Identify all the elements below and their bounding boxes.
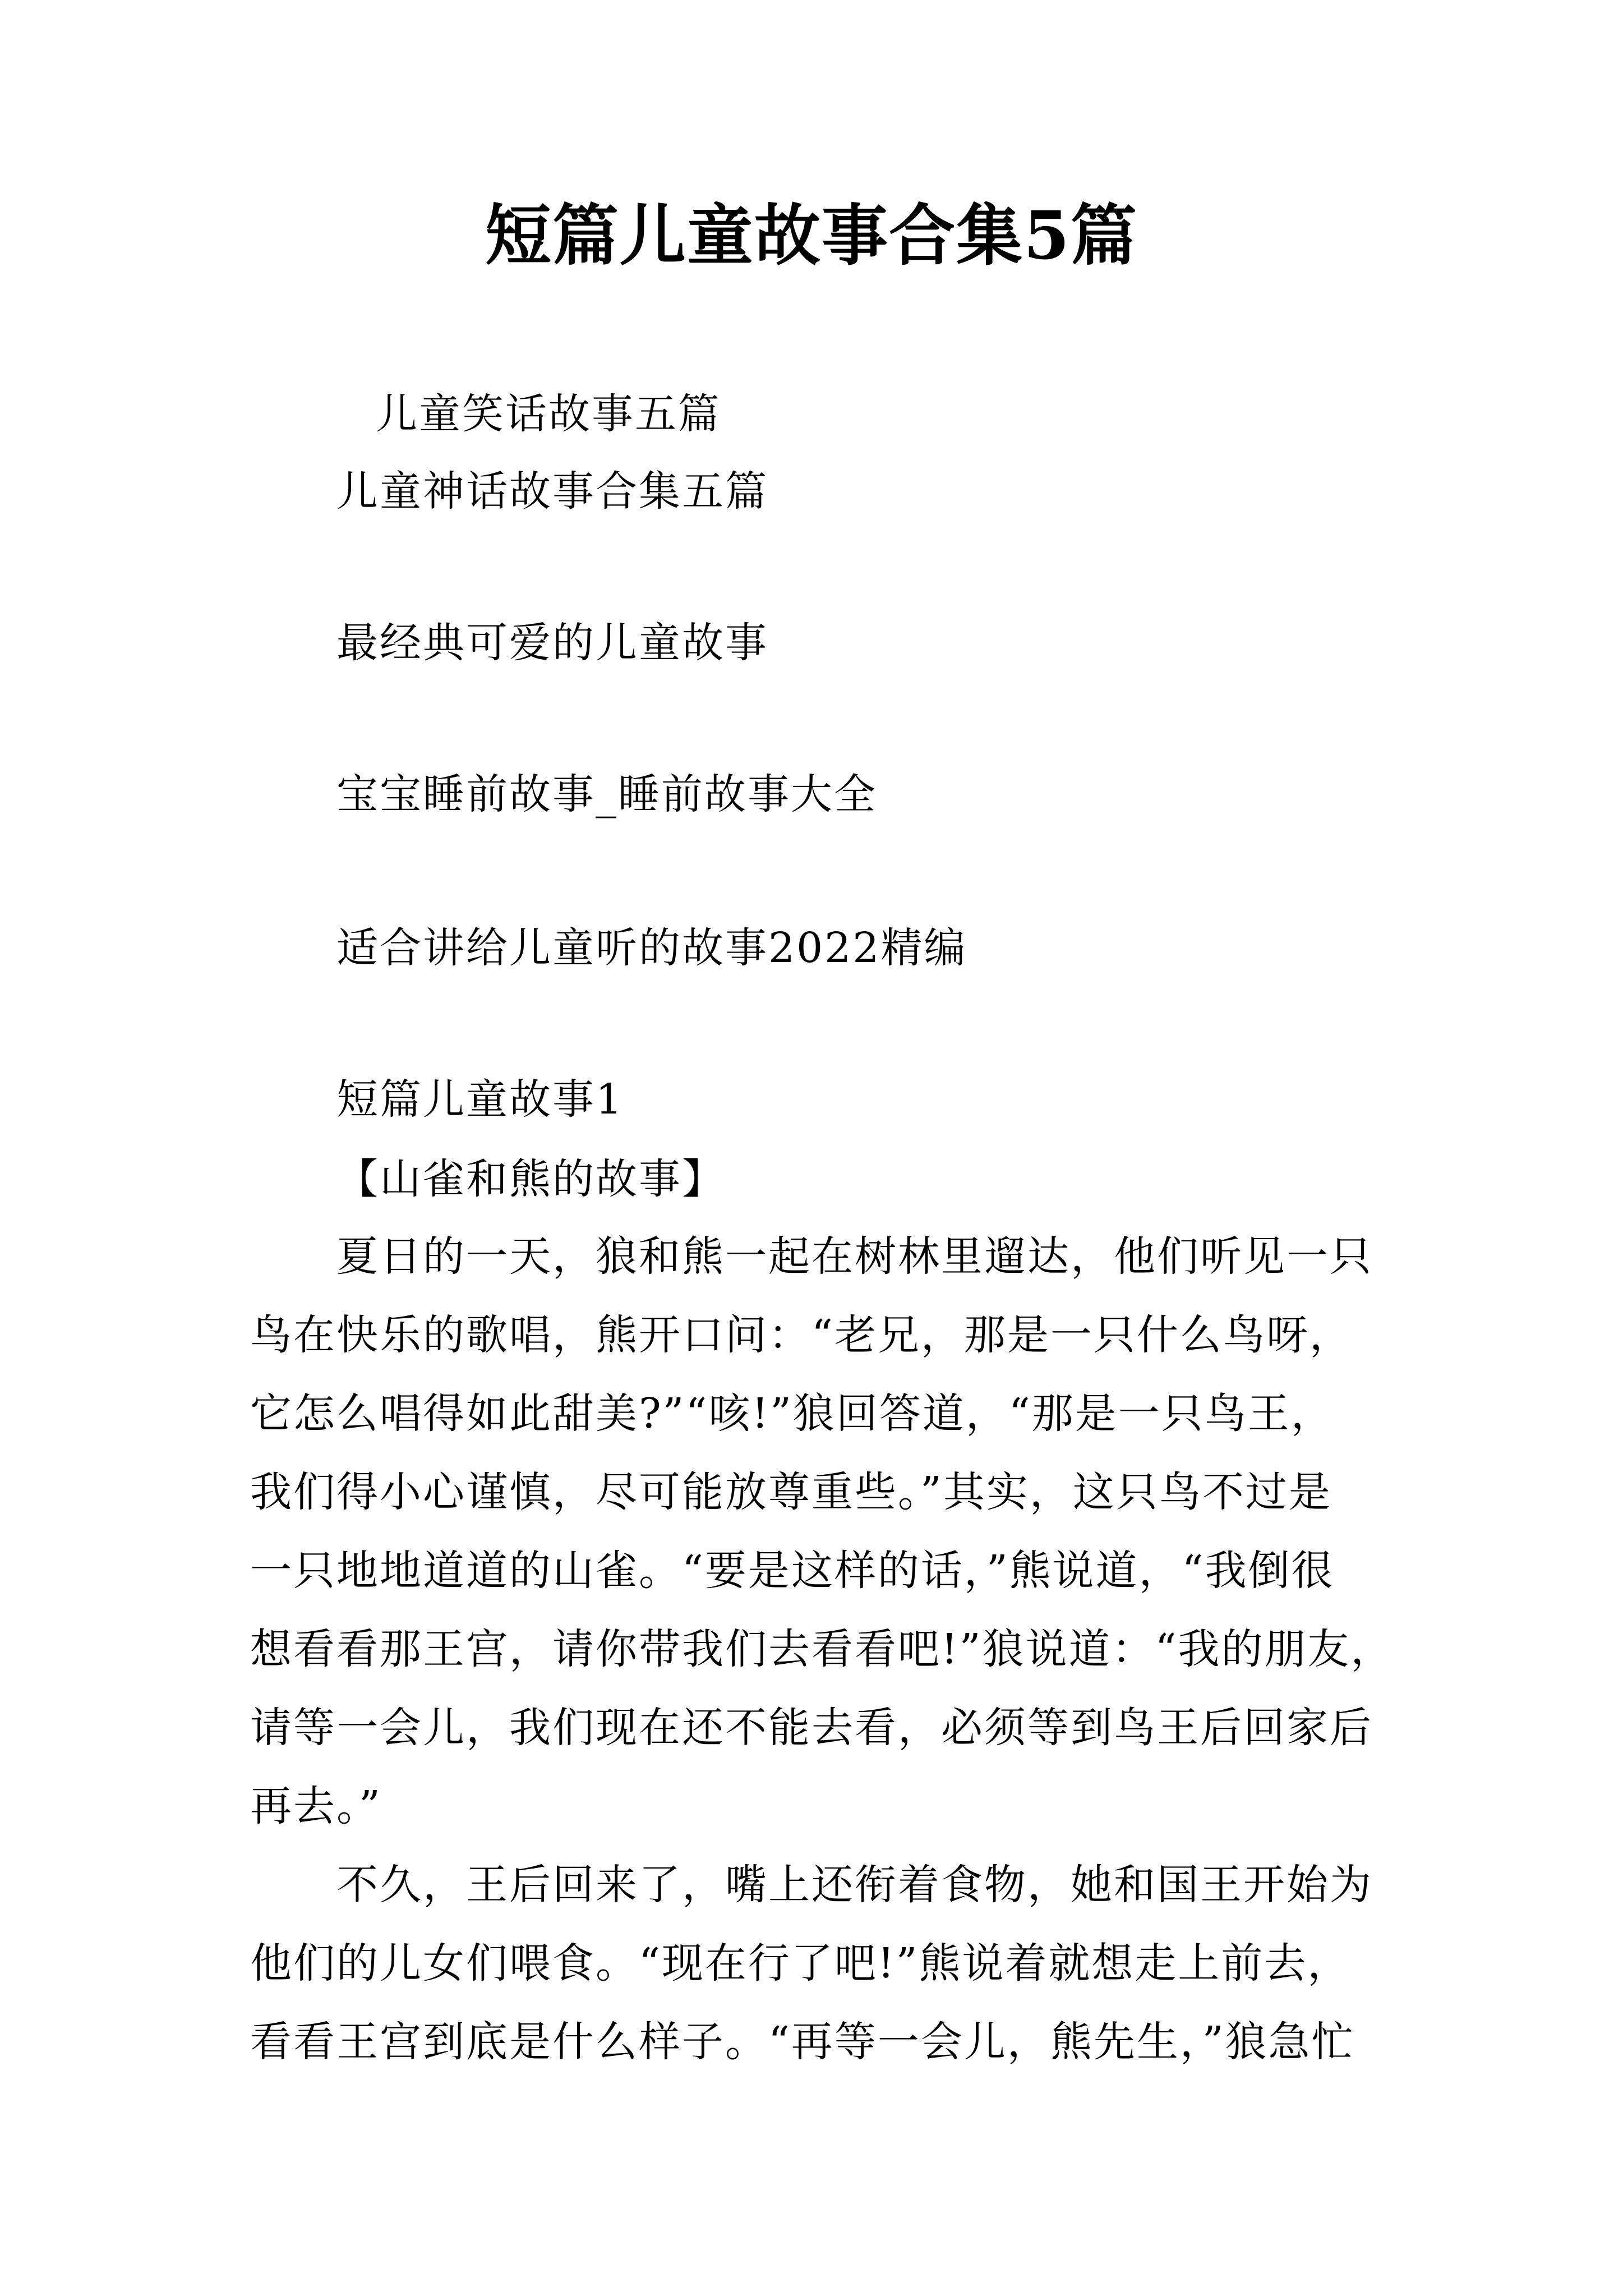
paragraph-line: 一只地地道道的山雀。“要是这样的话，”熊说道，“我倒很 (250, 1547, 1335, 1595)
paragraph-line: 请等一会儿，我们现在还不能去看，必须等到鸟王后回家后 (250, 1704, 1373, 1752)
paragraph-line: 夏日的一天，狼和熊一起在树林里遛达，他们听见一只 (336, 1232, 1373, 1281)
toc-item-4: 宝宝睡前故事_睡前故事大全 (336, 770, 877, 818)
toc-item-3: 最经典可爱的儿童故事 (336, 619, 768, 667)
paragraph-line: 想看看那王宫，请你带我们去看看吧!”狼说道：“我的朋友， (250, 1625, 1394, 1673)
toc-item-1: 儿童笑话故事五篇 (376, 390, 721, 438)
story-subtitle: 【山雀和熊的故事】 (336, 1155, 725, 1203)
page-title: 短篇儿童故事合集5篇 (485, 196, 1138, 274)
paragraph-line: 我们得小心谨慎，尽可能放尊重些。”其实，这只鸟不过是 (250, 1468, 1332, 1516)
paragraph-line: 不久，王后回来了，嘴上还衔着食物，她和国王开始为 (336, 1861, 1373, 1909)
paragraph-line: 他们的儿女们喂食。“现在行了吧!”熊说着就想走上前去， (250, 1939, 1351, 1987)
story-heading: 短篇儿童故事1 (336, 1075, 624, 1124)
paragraph-line: 鸟在快乐的歌唱，熊开口问：“老兄，那是一只什么鸟呀， (250, 1311, 1353, 1359)
paragraph-line: 再去。” (250, 1782, 382, 1830)
toc-item-5: 适合讲给儿童听的故事2022精编 (336, 924, 967, 972)
paragraph-line: 看看王宫到底是什么样子。“再等一会儿，熊先生，”狼急忙 (250, 2018, 1355, 2066)
paragraph-line: 它怎么唱得如此甜美?”“咳!”狼回答道，“那是一只鸟王， (250, 1389, 1334, 1438)
toc-item-2: 儿童神话故事合集五篇 (336, 467, 768, 516)
